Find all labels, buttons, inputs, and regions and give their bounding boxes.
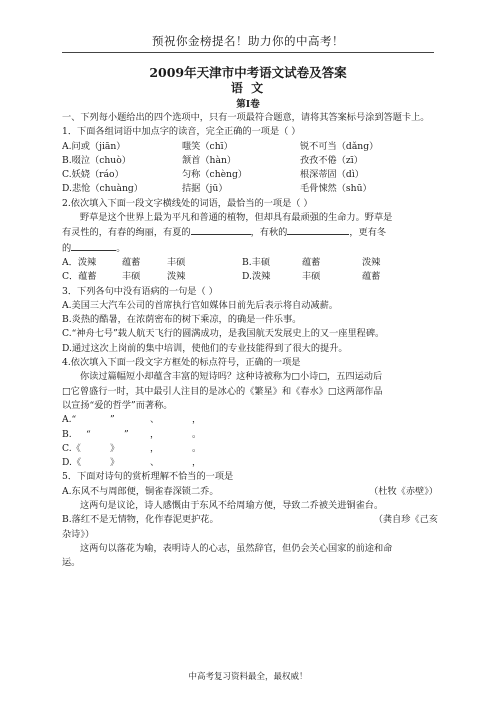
q2-a-w1: A．泼辣: [62, 256, 97, 268]
q2-b-w1: B.丰硕: [242, 256, 271, 268]
q5-a-note: 这两句是议论，诗人感慨由于东风不给周瑜方便，导致二乔被关进铜雀台。: [80, 500, 384, 512]
q4-a-p3: 、: [150, 414, 160, 426]
q1-option-a: [62, 140, 438, 154]
q4-d-p2: 》: [110, 457, 120, 469]
q1-option-b: [62, 154, 438, 168]
section-intro: 一、下列每小题给出的四个选项中，只有一项最符合题意，请将其答案标号涂到答题卡上。: [62, 112, 430, 123]
q2-blank-3: [71, 241, 116, 251]
q4-c-p1: C.《: [62, 442, 81, 454]
exam-content: [62, 111, 438, 571]
page-header-slogan: 预祝你金榜提名！助力你的中高考！: [152, 34, 344, 48]
part-heading: 第Ⅰ卷: [236, 99, 260, 110]
q5-option-a: [62, 485, 438, 499]
q1-a-word1: A.问或（jiān）: [62, 140, 126, 152]
q2-text-c: ，更有冬: [349, 227, 387, 239]
q2-options-ab: [62, 256, 438, 270]
q4-b-p3: ”: [124, 428, 129, 440]
q4-passage-line3: 以宣扬“爱的哲学”而著称。: [62, 399, 173, 411]
q2-d-w2: 丰硕: [302, 271, 321, 283]
q4-option-a: [62, 413, 438, 427]
q2-options-cd: [62, 270, 438, 284]
header-rule: [62, 52, 434, 53]
q3-option-d: D.通过这次上岗前的集中培训，使他们的专业技能得到了很大的提升。: [62, 342, 348, 354]
q1-stem: 1．下面各组词语中加点字的读音，完全正确的一项是（ ）: [62, 126, 301, 138]
q5-option-b: [62, 513, 438, 527]
q1-b-word3: 孜孜不倦（zī）: [300, 154, 363, 166]
document-title: 2009年天津市中考语文试卷及答案: [149, 65, 347, 80]
q2-passage-line1: 野草是这个世界上最为平凡和普通的植物，但却具有最顽强的生命力。野草是: [80, 212, 393, 224]
q3-option-a: A.美国三大汽车公司的首席执行官如媒体日前先后表示将自动减薪。: [62, 299, 338, 311]
q4-option-c: [62, 442, 438, 456]
q1-a-word3: 锐不可当（dǎng）: [300, 140, 379, 152]
q5-stem: 5．下面对诗句的赏析理解不恰当的一项是: [62, 471, 234, 483]
q1-c-word3: 根深蒂固（dì）: [300, 169, 364, 181]
q2-stem: 2.依次填入下面一段文字横线处的词语，最恰当的一项是（ ）: [62, 197, 313, 209]
q2-d-w1: D.泼辣: [242, 271, 271, 283]
q1-c-word1: C.妖娆（ráo）: [62, 169, 124, 181]
q4-a-p1: A.“: [62, 414, 77, 426]
q1-option-c: [62, 168, 438, 182]
q1-b-word1: B.啜泣（chuò）: [62, 154, 131, 166]
q2-passage-line2: [62, 225, 438, 240]
subject-heading: 语 文: [230, 81, 266, 95]
q3-option-b: B.炎热的酷暑，在浓荫密布的树下乘凉，的确是一件乐事。: [62, 314, 302, 326]
q2-text-d: 的: [62, 242, 72, 254]
q4-b-p5: 。: [192, 428, 202, 440]
q4-c-p4: 。: [192, 442, 202, 454]
q2-a-w2: 蕴蓄: [122, 256, 141, 268]
q3-option-c: C.“神舟七号”载人航天飞行的圆满成功，是我国航天发展史上的又一座里程碑。: [62, 328, 385, 340]
q5-b-note-line2: 运。: [62, 557, 81, 569]
q4-passage-line2: □它曾盛行一时，其中最引人注目的是冰心的《繁星》和《春水》□这两部作品: [62, 385, 383, 397]
q3-stem: 3．下列各句中没有语病的一句是（ ）: [62, 285, 218, 297]
q4-option-d: [62, 456, 438, 470]
q1-d-word2: 拮据（jū）: [182, 183, 228, 195]
q4-a-p2: ”: [110, 414, 115, 426]
q2-c-w1: C．蕴蓄: [62, 271, 97, 283]
q1-d-word3: 毛骨悚然（shū）: [300, 183, 372, 195]
q1-c-word2: 匀称（chèng）: [182, 169, 248, 181]
q5-b-source: （龚自珍《己亥: [373, 514, 438, 526]
q4-a-p4: ，: [192, 414, 202, 426]
q2-passage-line3: [62, 241, 438, 256]
q4-passage-line1: 你读过篇幅短小却蕴含丰富的短诗吗？这种诗被称为□小诗□，五四运动后: [80, 371, 383, 383]
q4-c-p3: ，: [150, 442, 160, 454]
q1-a-word2: 嗤笑（chī）: [182, 140, 233, 152]
page-footer: 中高考复习资料最全，最权威！: [188, 672, 308, 682]
q2-b-w2: 蕴蓄: [302, 256, 321, 268]
q4-d-p4: ，: [192, 457, 202, 469]
q2-text-b: ，有秋的: [250, 227, 288, 239]
q2-b-w3: 泼辣: [362, 256, 381, 268]
q5-a-verse: A.东风不与周郎便，铜雀春深锁二乔。: [62, 485, 219, 497]
q5-b-source-cont: 杂诗》）: [62, 528, 95, 540]
q2-c-w2: 丰硕: [122, 271, 141, 283]
q4-option-b: [62, 428, 438, 442]
q5-b-verse: B.落红不是无情物，化作春泥更护花。: [62, 514, 219, 526]
q2-blank-2: [287, 225, 349, 235]
q4-d-p3: 、: [150, 457, 160, 469]
q2-text-e: 。: [116, 242, 126, 254]
q4-b-p1: B.: [62, 428, 72, 440]
q4-d-p1: D.《: [62, 457, 82, 469]
q2-d-w3: 蕴蓄: [362, 271, 381, 283]
q2-a-w3: 丰硕: [167, 256, 186, 268]
q4-b-p4: ，: [150, 428, 160, 440]
q2-blank-1: [191, 225, 251, 235]
q5-b-note-line1: 这两句以落花为喻，表明诗人的心志，虽然辞官，但仍会关心国家的前途和命: [80, 542, 393, 554]
q4-stem: 4.依次填入下面一段文字方框处的标点符号，正确的一项是: [62, 357, 301, 369]
q5-a-source: （杜牧《赤壁》）: [369, 485, 438, 497]
q4-b-p2: “: [86, 428, 91, 440]
q4-c-p2: 》: [110, 442, 120, 454]
q1-d-word1: D.悲怆（chuàng）: [62, 183, 143, 195]
q2-text-a: 有灵性的，有春的绚丽，有夏的: [62, 227, 191, 239]
q1-b-word2: 颔首（hàn）: [182, 154, 237, 166]
q2-c-w3: 泼辣: [167, 271, 186, 283]
q1-option-d: [62, 182, 438, 196]
